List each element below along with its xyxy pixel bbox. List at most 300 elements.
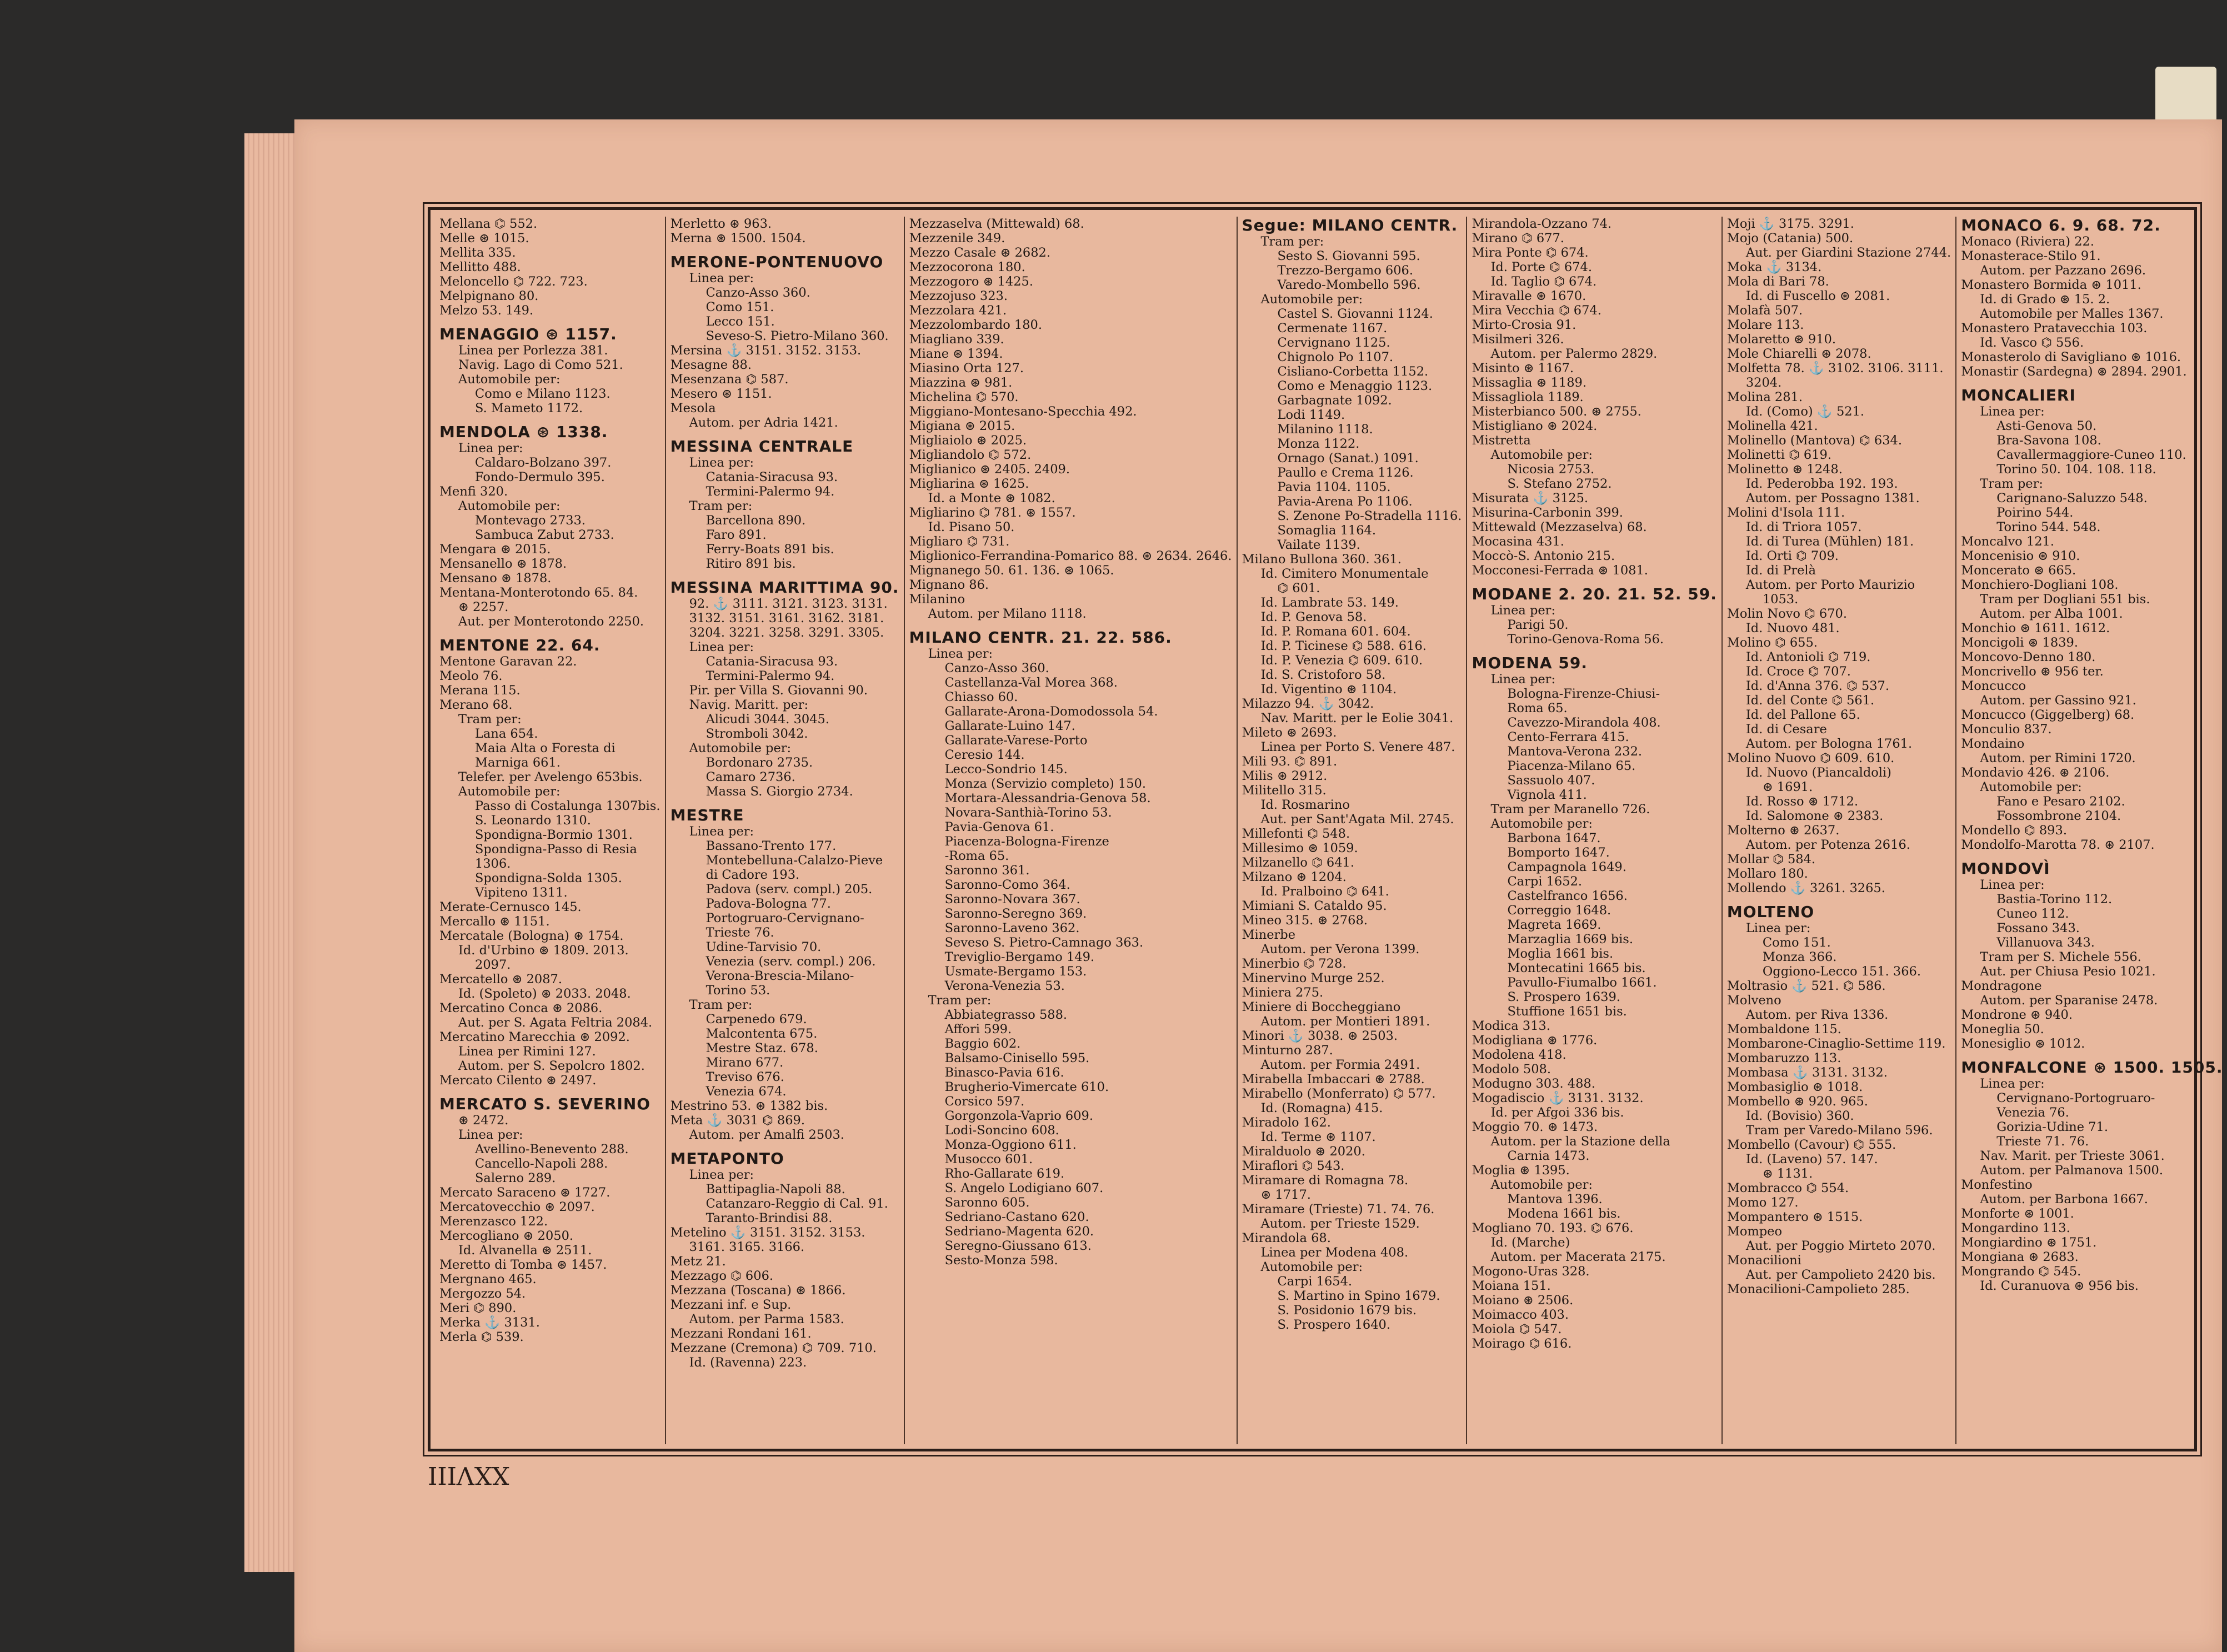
index-entry: Milzano ⊛ 1204. bbox=[1242, 870, 1347, 884]
index-entry: Alicudi 3044. 3045. bbox=[705, 712, 830, 727]
index-entry: Moncalvo 121. bbox=[1961, 534, 2054, 549]
index-heading: METAPONTO bbox=[670, 1149, 784, 1168]
index-entry: Stuffione 1651 bis. bbox=[1507, 1004, 1627, 1019]
index-entry: Linea per Porlezza 381. bbox=[458, 343, 608, 358]
index-entry: Millesimo ⊛ 1059. bbox=[1242, 841, 1358, 855]
index-entry: Tram per Maranello 726. bbox=[1490, 802, 1650, 817]
index-entry: Id. Orti ⌬ 709. bbox=[1745, 549, 1839, 563]
index-entry: Miazzina ⊛ 981. bbox=[909, 376, 1013, 390]
index-entry: Treviso 676. bbox=[705, 1070, 784, 1084]
index-heading: MILANO CENTR. 21. 22. 586. bbox=[909, 628, 1172, 647]
index-entry: Linea per: bbox=[1490, 672, 1556, 687]
index-entry: Moka ⚓ 3134. bbox=[1726, 260, 1822, 274]
index-entry: Autom. per Adria 1421. bbox=[689, 415, 838, 430]
index-entry: 1306. bbox=[475, 857, 511, 871]
index-entry: Mombello (Cavour) ⌬ 555. bbox=[1726, 1138, 1896, 1152]
index-entry: Tram per: bbox=[689, 499, 753, 513]
index-entry: Id. di Triora 1057. bbox=[1745, 520, 1862, 534]
index-entry: Lodi 1149. bbox=[1277, 408, 1345, 422]
index-entry: Mondolfo-Marotta 78. ⊛ 2107. bbox=[1961, 838, 2155, 852]
index-heading: MESTRE bbox=[670, 806, 744, 824]
index-entry: Cavallermaggiore-Cuneo 110. bbox=[1996, 448, 2186, 462]
index-column-4 bbox=[1238, 217, 1468, 1444]
index-entry: Treviglio-Bergamo 149. bbox=[944, 950, 1095, 964]
index-entry: Automobile per: bbox=[689, 741, 792, 755]
index-heading: MESSINA MARITTIMA 90. bbox=[670, 578, 899, 597]
index-entry: Fossano 343. bbox=[1996, 921, 2080, 935]
index-entry: Camaro 2736. bbox=[705, 770, 795, 784]
index-entry: Mercato Cilento ⊛ 2497. bbox=[439, 1073, 597, 1088]
index-entry: Molini d'Isola 111. bbox=[1726, 505, 1845, 520]
index-entry: Id. del Conte ⌬ 561. bbox=[1745, 693, 1875, 708]
index-entry: Milazzo 94. ⚓ 3042. bbox=[1242, 697, 1374, 711]
index-entry: Mezzani Rondani 161. bbox=[670, 1326, 812, 1341]
index-entry: Linea per Modena 408. bbox=[1260, 1245, 1409, 1260]
index-entry: Massa S. Giorgio 2734. bbox=[705, 784, 853, 799]
index-entry: Minerbe bbox=[1242, 928, 1296, 942]
index-entry: Monfestino bbox=[1961, 1178, 2033, 1192]
index-entry: Monaco (Riviera) 22. bbox=[1961, 234, 2094, 249]
index-entry: Mongiana ⊛ 2683. bbox=[1961, 1250, 2079, 1264]
index-entry: Stromboli 3042. bbox=[705, 727, 808, 741]
index-entry: Fossombrone 2104. bbox=[1996, 809, 2121, 823]
index-entry: Mocconesi-Ferrada ⊛ 1081. bbox=[1472, 563, 1648, 578]
index-entry: Mercatale (Bologna) ⊛ 1754. bbox=[439, 929, 624, 943]
index-entry: Saronno-Laveno 362. bbox=[944, 921, 1080, 935]
index-entry: Minerbio ⌬ 728. bbox=[1242, 957, 1347, 971]
index-entry: Migliarina ⊛ 1625. bbox=[909, 477, 1029, 491]
index-entry: Mezzocorona 180. bbox=[909, 260, 1025, 274]
index-entry: Saronno 605. bbox=[944, 1195, 1030, 1210]
index-entry: Monza 1122. bbox=[1277, 437, 1360, 451]
index-entry: Automobile per: bbox=[1490, 448, 1593, 462]
index-entry: Telefer. per Avelengo 653bis. bbox=[458, 770, 643, 784]
index-entry: Abbiategrasso 588. bbox=[944, 1008, 1068, 1022]
index-entry: Taranto-Brindisi 88. bbox=[705, 1211, 833, 1225]
index-frame bbox=[428, 207, 2223, 1451]
index-entry: Mineo 315. ⊛ 2768. bbox=[1242, 913, 1368, 928]
index-entry: Mellita 335. bbox=[439, 246, 516, 260]
index-entry: Autom. per Milano 1118. bbox=[928, 607, 1087, 621]
index-entry: Gallarate-Varese-Porto bbox=[944, 733, 1088, 748]
index-entry: Mezzana (Toscana) ⊛ 1866. bbox=[670, 1283, 846, 1298]
index-column-7 bbox=[1956, 217, 2227, 1444]
index-entry: Misilmeri 326. bbox=[1472, 332, 1564, 347]
index-entry: Termini-Palermo 94. bbox=[705, 669, 835, 683]
index-entry: Melle ⊛ 1015. bbox=[439, 231, 529, 246]
index-entry: Somaglia 1164. bbox=[1277, 523, 1376, 538]
index-entry: Parigi 50. bbox=[1507, 618, 1569, 632]
index-entry: Id. Vasco ⌬ 556. bbox=[1980, 336, 2084, 350]
index-entry: Autom. per la Stazione della bbox=[1490, 1134, 1670, 1149]
page-number: XXVIII bbox=[428, 1461, 509, 1489]
index-entry: Gorgonzola-Vaprio 609. bbox=[944, 1109, 1094, 1123]
index-entry: ⊛ 1691. bbox=[1762, 780, 1813, 794]
index-entry: Migliarino ⌬ 781. ⊛ 1557. bbox=[909, 505, 1076, 520]
index-entry: Monchiero-Dogliani 108. bbox=[1961, 578, 2119, 592]
index-entry: S. Mameto 1172. bbox=[475, 401, 583, 415]
index-entry: Merate-Cernusco 145. bbox=[439, 900, 582, 914]
index-entry: Chiasso 60. bbox=[944, 690, 1018, 704]
index-entry: Verona-Venezia 53. bbox=[944, 979, 1065, 993]
index-entry: Misurina-Carbonin 399. bbox=[1472, 505, 1623, 520]
index-entry: Id. (Ravenna) 223. bbox=[689, 1355, 807, 1370]
index-entry: Linea per Porto S. Venere 487. bbox=[1260, 740, 1455, 754]
index-entry: Brugherio-Vimercate 610. bbox=[944, 1080, 1109, 1094]
index-entry: Automobile per Malles 1367. bbox=[1980, 307, 2164, 321]
index-entry: Id. P. Genova 58. bbox=[1260, 610, 1367, 624]
index-entry: Passo di Costalunga 1307bis. bbox=[475, 799, 660, 813]
index-entry: 2097. bbox=[475, 958, 511, 972]
index-entry: Misinto ⊛ 1167. bbox=[1472, 361, 1574, 376]
index-entry: Missaglia ⊛ 1189. bbox=[1472, 376, 1587, 390]
index-entry: Migliaro ⌬ 731. bbox=[909, 534, 1010, 549]
index-entry: Portogruaro-Cervignano- bbox=[705, 911, 864, 925]
index-entry: Mira Vecchia ⌬ 674. bbox=[1472, 303, 1602, 318]
index-entry: Castel S. Giovanni 1124. bbox=[1277, 307, 1433, 321]
index-entry: S. Leonardo 1310. bbox=[475, 813, 591, 828]
index-entry: Lecco-Sondrio 145. bbox=[944, 762, 1068, 777]
index-entry: Miniere di Boccheggiano bbox=[1242, 1000, 1401, 1014]
index-entry: Monculio 837. bbox=[1961, 722, 2052, 737]
index-entry: Pavia-Genova 61. bbox=[944, 820, 1054, 834]
index-entry: Mignano 86. bbox=[909, 578, 989, 592]
index-entry: Carpi 1654. bbox=[1277, 1274, 1353, 1289]
index-entry: Torino 53. bbox=[705, 983, 770, 998]
index-entry: Monasterolo di Savigliano ⊛ 1016. bbox=[1961, 350, 2181, 364]
index-entry: Linea per: bbox=[458, 1128, 523, 1142]
index-entry: Aut. per S. Agata Feltria 2084. bbox=[458, 1015, 653, 1030]
index-entry: Rho-Gallarate 619. bbox=[944, 1167, 1065, 1181]
index-entry: Nav. Marit. per Trieste 3061. bbox=[1980, 1149, 2165, 1163]
index-heading: MENAGGIO ⊛ 1157. bbox=[439, 325, 617, 343]
index-entry: Malcontenta 675. bbox=[705, 1027, 818, 1041]
index-entry: Magreta 1669. bbox=[1507, 918, 1602, 932]
index-entry: Mersina ⚓ 3151. 3152. 3153. bbox=[670, 343, 862, 358]
index-entry: Lecco 151. bbox=[705, 314, 775, 329]
index-entry: Carignano-Saluzzo 548. bbox=[1996, 491, 2148, 505]
index-entry: Mirto-Crosia 91. bbox=[1472, 318, 1577, 332]
index-entry: Montecatini 1665 bis. bbox=[1507, 961, 1646, 975]
index-entry: Milis ⊛ 2912. bbox=[1242, 769, 1328, 783]
index-entry: Mistigliano ⊛ 2024. bbox=[1472, 419, 1598, 433]
index-entry: Padova-Bologna 77. bbox=[705, 897, 831, 911]
index-entry: Mombello ⊛ 920. 965. bbox=[1726, 1094, 1868, 1109]
index-entry: Milzanello ⌬ 641. bbox=[1242, 855, 1354, 870]
index-entry: Tram per: bbox=[1980, 477, 2043, 491]
index-entry: Aut. per Giardini Stazione 2744. bbox=[1745, 246, 1951, 260]
index-entry: ⊛ 1717. bbox=[1260, 1188, 1311, 1202]
index-entry: Mortara-Alessandria-Genova 58. bbox=[944, 791, 1151, 805]
index-entry: Miggiano-Montesano-Specchia 492. bbox=[909, 404, 1137, 419]
index-entry: Molinetto ⊛ 1248. bbox=[1726, 462, 1843, 477]
index-entry: Metelino ⚓ 3151. 3152. 3153. bbox=[670, 1225, 865, 1240]
index-entry: Tram per S. Michele 556. bbox=[1980, 950, 2141, 964]
index-entry: Saronno-Seregno 369. bbox=[944, 907, 1087, 921]
index-entry: Mondaino bbox=[1961, 737, 2025, 751]
index-entry: Miralduolo ⊛ 2020. bbox=[1242, 1144, 1365, 1159]
index-columns bbox=[435, 216, 2223, 1444]
index-entry: Mondrone ⊛ 940. bbox=[1961, 1008, 2073, 1022]
index-entry: Moncucco (Giggelberg) 68. bbox=[1961, 708, 2135, 722]
index-entry: Monastero Pratavecchia 103. bbox=[1961, 321, 2148, 336]
index-entry: Como 151. bbox=[1762, 935, 1831, 950]
index-entry: Migiana ⊛ 2015. bbox=[909, 419, 1015, 433]
index-entry: Merna ⊛ 1500. 1504. bbox=[670, 231, 806, 246]
index-heading: MENTONE 22. 64. bbox=[439, 636, 600, 654]
index-entry: Automobile per: bbox=[1490, 817, 1593, 831]
index-entry: Michelina ⌬ 570. bbox=[909, 390, 1019, 404]
index-entry: Molterno ⊛ 2637. bbox=[1726, 823, 1840, 838]
index-entry: Saronno 361. bbox=[944, 863, 1030, 878]
index-entry: Id. Terme ⊛ 1107. bbox=[1260, 1130, 1376, 1144]
index-entry: Ritiro 891 bis. bbox=[705, 557, 796, 571]
index-entry: Mirano 677. bbox=[705, 1055, 784, 1070]
index-entry: Trieste 71. 76. bbox=[1996, 1134, 2089, 1149]
index-entry: Modigliana ⊛ 1776. bbox=[1472, 1033, 1598, 1048]
index-entry: 92. ⚓ 3111. 3121. 3123. 3131. bbox=[689, 597, 888, 611]
index-entry: Tram per: bbox=[458, 712, 522, 727]
index-entry: Torino 50. 104. 108. 118. bbox=[1996, 462, 2156, 477]
timetable-index-page bbox=[294, 119, 2222, 1652]
index-entry: Mocasina 431. bbox=[1472, 534, 1564, 549]
index-entry: Mezzojuso 323. bbox=[909, 289, 1008, 303]
index-entry: Usmate-Bergamo 153. bbox=[944, 964, 1087, 979]
index-entry: Ornago (Sanat.) 1091. bbox=[1277, 451, 1419, 465]
index-entry: Linea per: bbox=[689, 824, 754, 839]
index-entry: Bomporto 1647. bbox=[1507, 845, 1610, 860]
index-entry: Mesero ⊛ 1151. bbox=[670, 387, 772, 401]
index-entry: Id. P. Romana 601. 604. bbox=[1260, 624, 1411, 639]
index-entry: -Roma 65. bbox=[944, 849, 1009, 863]
index-entry: Miagliano 339. bbox=[909, 332, 1004, 347]
index-entry: Mimiani S. Cataldo 95. bbox=[1242, 899, 1387, 913]
index-entry: Cavezzo-Mirandola 408. bbox=[1507, 715, 1661, 730]
index-entry: Campagnola 1649. bbox=[1507, 860, 1627, 874]
index-entry: Cento-Ferrara 415. bbox=[1507, 730, 1629, 744]
index-entry: Mezzogoro ⊛ 1425. bbox=[909, 274, 1033, 289]
index-entry: Merka ⚓ 3131. bbox=[439, 1315, 540, 1330]
index-entry: Linea per: bbox=[689, 455, 754, 470]
index-entry: Nicosia 2753. bbox=[1507, 462, 1595, 477]
index-entry: Linea per: bbox=[689, 640, 754, 654]
index-entry: Affori 599. bbox=[944, 1022, 1012, 1037]
index-entry: Moirago ⌬ 616. bbox=[1472, 1336, 1572, 1351]
index-entry: Modolena 418. bbox=[1472, 1048, 1567, 1062]
index-entry: Id. Pralboino ⌬ 641. bbox=[1260, 884, 1389, 899]
index-entry: Fondo-Dermulo 395. bbox=[475, 470, 605, 484]
index-entry: Momo 127. bbox=[1726, 1195, 1799, 1210]
index-entry: Mirandola 68. bbox=[1242, 1231, 1331, 1245]
index-entry: Monacilioni bbox=[1726, 1253, 1801, 1268]
index-entry: Cervignano 1125. bbox=[1277, 336, 1390, 350]
index-entry: Cuneo 112. bbox=[1996, 907, 2069, 921]
index-entry: Mergozzo 54. bbox=[439, 1286, 526, 1301]
index-entry: Monesiglio ⊛ 1012. bbox=[1961, 1037, 2085, 1051]
index-entry: Oggiono-Lecco 151. 366. bbox=[1762, 964, 1921, 979]
index-entry: Como 151. bbox=[705, 300, 774, 314]
index-entry: Autom. per Parma 1583. bbox=[689, 1312, 844, 1326]
index-heading: MODENA 59. bbox=[1472, 654, 1588, 672]
index-entry: Melpignano 80. bbox=[439, 289, 539, 303]
index-entry: Lana 654. bbox=[475, 727, 538, 741]
index-entry: Sedriano-Castano 620. bbox=[944, 1210, 1089, 1224]
index-entry: Baggio 602. bbox=[944, 1037, 1021, 1051]
index-entry: Spondigna-Bormio 1301. bbox=[475, 828, 633, 842]
index-entry: Miasino Orta 127. bbox=[909, 361, 1024, 376]
index-entry: S. Stefano 2752. bbox=[1507, 477, 1612, 491]
index-entry: Mombarone-Cinaglio-Settime 119. bbox=[1726, 1037, 1946, 1051]
index-entry: Molinetti ⌬ 619. bbox=[1726, 448, 1831, 462]
index-heading: MOLTENO bbox=[1726, 903, 1815, 921]
index-entry: Tram per: bbox=[689, 998, 753, 1012]
index-entry: Seveso-S. Pietro-Milano 360. bbox=[705, 329, 889, 343]
index-entry: Roma 65. bbox=[1507, 701, 1568, 715]
index-entry: Asti-Genova 50. bbox=[1996, 419, 2097, 433]
index-entry: Torino 544. 548. bbox=[1996, 520, 2101, 534]
index-entry: Id. Porte ⌬ 674. bbox=[1490, 260, 1592, 274]
index-entry: Autom. per Palmanova 1500. bbox=[1980, 1163, 2163, 1178]
index-entry: Monacilioni-Campolieto 285. bbox=[1726, 1282, 1910, 1296]
index-entry: Linea per: bbox=[1980, 404, 2045, 419]
index-heading: MONCALIERI bbox=[1961, 386, 2076, 404]
index-entry: Milano Bullona 360. 361. bbox=[1242, 552, 1402, 567]
index-entry: Cisliano-Corbetta 1152. bbox=[1277, 364, 1429, 379]
index-entry: Migliaiolo ⊛ 2025. bbox=[909, 433, 1027, 448]
index-entry: Mongardino 113. bbox=[1961, 1221, 2070, 1235]
index-entry: Mercatello ⊛ 2087. bbox=[439, 972, 562, 987]
index-entry: Automobile per: bbox=[1980, 780, 2082, 794]
index-entry: Miglionico-Ferrandina-Pomarico 88. ⊛ 2634. 2646. bbox=[909, 549, 1232, 563]
index-entry: Mileto ⊛ 2693. bbox=[1242, 725, 1337, 740]
index-entry: Autom. per Palermo 2829. bbox=[1490, 347, 1658, 361]
index-entry: Mogadiscio ⚓ 3131. 3132. bbox=[1472, 1091, 1644, 1105]
index-entry: Aut. per Sant'Agata Mil. 2745. bbox=[1260, 812, 1454, 827]
index-entry: Bra-Savona 108. bbox=[1996, 433, 2101, 448]
index-entry: Venezia (serv. compl.) 206. bbox=[705, 954, 876, 969]
index-entry: Navig. Lago di Como 521. bbox=[458, 358, 623, 372]
index-entry: Mojo (Catania) 500. bbox=[1726, 231, 1854, 246]
index-entry: Linea per: bbox=[689, 1168, 754, 1182]
index-entry: Milanino bbox=[909, 592, 965, 607]
index-entry: Monastir (Sardegna) ⊛ 2894. 2901. bbox=[1961, 364, 2187, 379]
index-entry: Montebelluna-Calalzo-Pieve bbox=[705, 853, 883, 868]
index-entry: Id. P. Venezia ⌬ 609. 610. bbox=[1260, 653, 1423, 668]
index-entry: Aut. per Poggio Mirteto 2070. bbox=[1745, 1239, 1936, 1253]
index-entry: Moneglia 50. bbox=[1961, 1022, 2044, 1037]
index-heading: MONDOVÌ bbox=[1961, 859, 2050, 878]
index-entry: Carpenedo 679. bbox=[705, 1012, 807, 1027]
index-entry: Mergnano 465. bbox=[439, 1272, 537, 1286]
index-entry: Correggio 1648. bbox=[1507, 903, 1612, 918]
index-entry: Seregno-Giussano 613. bbox=[944, 1239, 1092, 1253]
index-entry: S. Angelo Lodigiano 607. bbox=[944, 1181, 1104, 1195]
index-entry: Modolo 508. bbox=[1472, 1062, 1551, 1077]
index-entry: Mompeo bbox=[1726, 1224, 1783, 1239]
index-entry: 3204. 3221. 3258. 3291. 3305. bbox=[689, 625, 884, 640]
index-entry: Moiola ⌬ 547. bbox=[1472, 1322, 1562, 1336]
index-heading: MONACO 6. 9. 68. 72. bbox=[1961, 216, 2161, 234]
index-entry: Id. d'Urbino ⊛ 1809. 2013. bbox=[458, 943, 629, 958]
index-entry: Mesola bbox=[670, 401, 716, 415]
index-entry: Merla ⌬ 539. bbox=[439, 1330, 524, 1344]
index-entry: Monastero Bormida ⊛ 1011. bbox=[1961, 278, 2141, 292]
index-entry: Trezzo-Bergamo 606. bbox=[1277, 263, 1413, 278]
index-entry: Miraflori ⌬ 543. bbox=[1242, 1159, 1345, 1173]
index-entry: Tram per: bbox=[1260, 234, 1324, 249]
index-entry: Mensano ⊛ 1878. bbox=[439, 571, 552, 585]
index-column-6 bbox=[1723, 217, 1956, 1444]
index-entry: Venezia 674. bbox=[705, 1084, 787, 1099]
index-entry: Saronno-Novara 367. bbox=[944, 892, 1080, 907]
index-entry: Aut. per Monterotondo 2250. bbox=[458, 614, 644, 629]
index-entry: Gallarate-Luino 147. bbox=[944, 719, 1075, 733]
index-entry: Canzo-Asso 360. bbox=[944, 661, 1049, 675]
index-column-5 bbox=[1467, 217, 1722, 1444]
index-entry: Autom. per Verona 1399. bbox=[1260, 942, 1420, 957]
index-entry: Id. P. Ticinese ⌬ 588. 616. bbox=[1260, 639, 1427, 653]
index-entry: Sesto-Monza 598. bbox=[944, 1253, 1058, 1268]
index-heading: MODANE 2. 20. 21. 52. 59. bbox=[1472, 585, 1717, 603]
index-entry: Trieste 76. bbox=[705, 925, 774, 940]
index-entry: Mezzenile 349. bbox=[909, 231, 1005, 246]
index-entry: Moiana 151. bbox=[1472, 1279, 1551, 1293]
index-entry: Autom. per Bologna 1761. bbox=[1745, 737, 1913, 751]
index-entry: Mentone Garavan 22. bbox=[439, 654, 577, 669]
index-entry: Linea per Rimini 127. bbox=[458, 1044, 596, 1059]
index-entry: Autom. per Porto Maurizio bbox=[1745, 578, 1915, 592]
index-entry: Barcellona 890. bbox=[705, 513, 806, 528]
index-entry: Molinella 421. bbox=[1726, 419, 1818, 433]
index-entry: Nav. Maritt. per le Eolie 3041. bbox=[1260, 711, 1454, 725]
index-entry: Mola di Bari 78. bbox=[1726, 274, 1829, 289]
index-entry: Id. Pisano 50. bbox=[928, 520, 1015, 534]
index-entry: Mantova 1396. bbox=[1507, 1192, 1603, 1207]
index-entry: Tram per Dogliani 551 bis. bbox=[1980, 592, 2150, 607]
index-entry: Id. del Pallone 65. bbox=[1745, 708, 1860, 722]
index-entry: Navig. Maritt. per: bbox=[689, 698, 809, 712]
index-entry: Moncenisio ⊛ 910. bbox=[1961, 549, 2080, 563]
index-entry: Mellitto 488. bbox=[439, 260, 521, 274]
index-entry: Vailate 1139. bbox=[1277, 538, 1360, 552]
index-entry: Monforte ⊛ 1001. bbox=[1961, 1207, 2074, 1221]
index-entry: Piacenza-Milano 65. bbox=[1507, 759, 1636, 773]
index-entry: Miramare (Trieste) 71. 74. 76. bbox=[1242, 1202, 1435, 1217]
index-entry: Vignola 411. bbox=[1507, 788, 1587, 802]
index-entry: Mollar ⌬ 584. bbox=[1726, 852, 1816, 867]
index-heading: MONFALCONE ⊛ 1500. 1505. bbox=[1961, 1058, 2223, 1077]
index-entry: Autom. per Potenza 2616. bbox=[1745, 838, 1910, 852]
index-entry: Aut. per Chiusa Pesio 1021. bbox=[1980, 964, 2156, 979]
index-entry: Id. di Turea (Mühlen) 181. bbox=[1745, 534, 1914, 549]
index-entry: Spondigna-Passo di Resia bbox=[475, 842, 637, 857]
index-entry: Id. Cimitero Monumentale bbox=[1260, 567, 1429, 581]
index-entry: Mezzaselva (Mittewald) 68. bbox=[909, 217, 1084, 231]
index-entry: Miramare di Romagna 78. bbox=[1242, 1173, 1409, 1188]
index-entry: Miniera 275. bbox=[1242, 985, 1324, 1000]
index-entry: Mongiardino ⊛ 1751. bbox=[1961, 1235, 2097, 1250]
index-entry: Molaretto ⊛ 910. bbox=[1726, 332, 1836, 347]
index-entry: di Cadore 193. bbox=[705, 868, 800, 882]
index-entry: Id. (Bovisio) 360. bbox=[1745, 1109, 1854, 1123]
index-entry: Poirino 544. bbox=[1996, 505, 2074, 520]
index-entry: Id. Salomone ⊛ 2383. bbox=[1745, 809, 1884, 823]
index-entry: Molinello (Mantova) ⌬ 634. bbox=[1726, 433, 1902, 448]
index-entry: Id. di Fuscello ⊛ 2081. bbox=[1745, 289, 1890, 303]
index-entry: Automobile per: bbox=[458, 784, 560, 799]
index-entry: Pavullo-Fiumalbo 1661. bbox=[1507, 975, 1657, 990]
index-entry: Mercatovecchio ⊛ 2097. bbox=[439, 1200, 595, 1214]
